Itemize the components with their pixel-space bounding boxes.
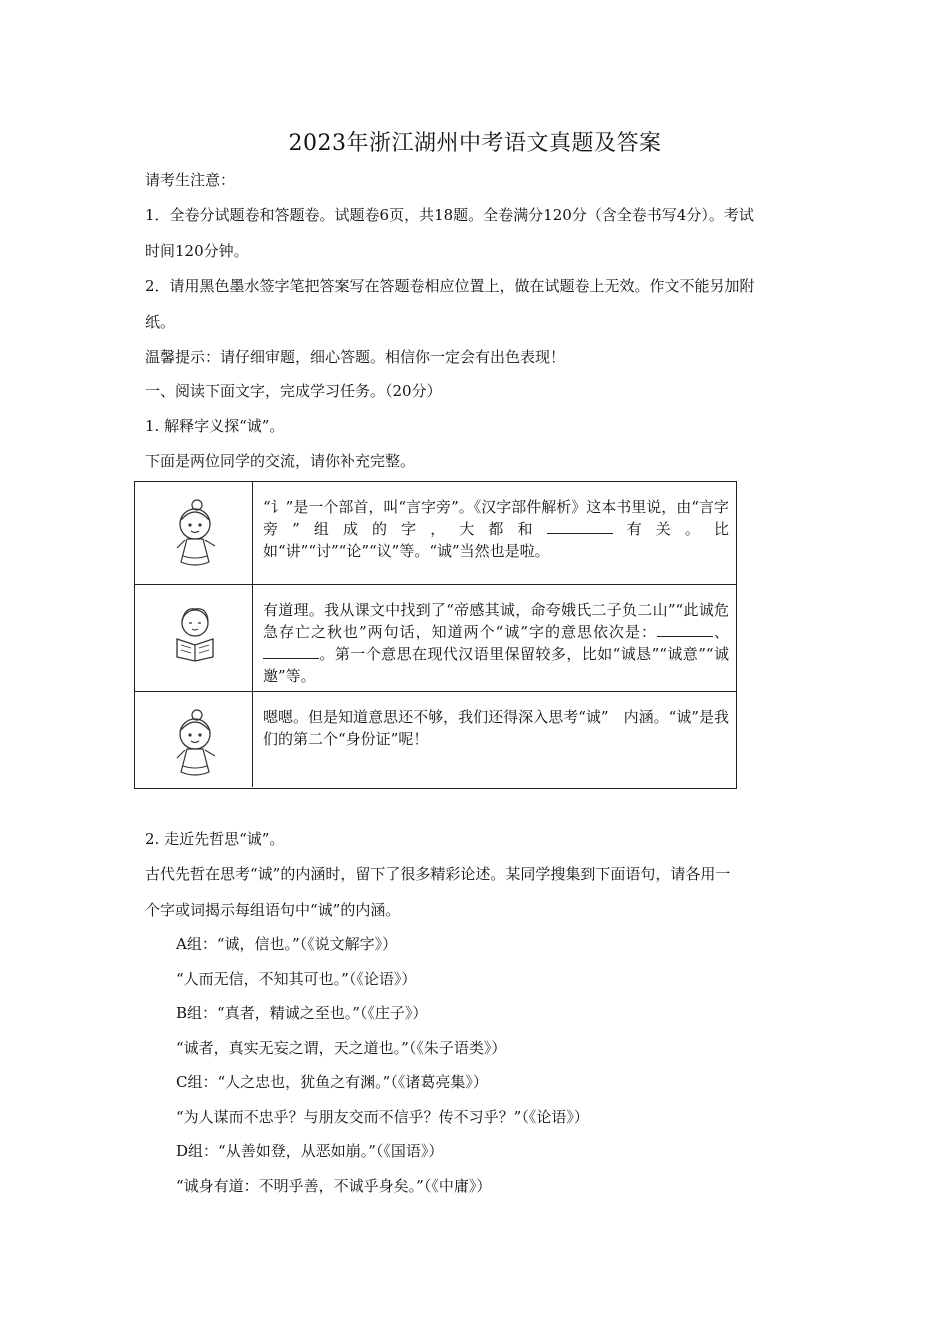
dialog-separator: 、: [712, 623, 729, 641]
notice-item-1-line-2: 时间120分钟。: [145, 242, 249, 260]
quote-group-c-1: C组：“人之忠也，犹鱼之有渊。”（《诸葛亮集》）: [176, 1073, 488, 1091]
answer-blank[interactable]: [547, 519, 613, 534]
dialog-text: [263, 706, 729, 750]
quote-group-a-2: “人而无信，不知其可也。”（《论语》）: [176, 970, 417, 988]
dialog-row: [135, 585, 736, 692]
quote-group-b-1: B组：“真者，精诚之至也。”（《庄子》）: [176, 1004, 428, 1022]
notice-heading: 请考生注意：: [145, 171, 236, 189]
quote-group-a-1: A组：“诚，信也。”（《说文解字》）: [176, 935, 398, 953]
avatar-cell: [135, 692, 253, 787]
boy-reading-icon: [163, 599, 227, 673]
quote-group-d-2: “诚身有道：不明乎善，不诚乎身矣。”（《中庸》）: [176, 1177, 492, 1195]
section-1-heading: 一、阅读下面文字，完成学习任务。（20分）: [145, 382, 442, 400]
question-1-title: 1. 解释字义探“诚”。: [145, 417, 285, 435]
notice-item-2-line-2: 纸。: [145, 313, 176, 331]
dialog-text-part-b: 有关。比如“讲”“讨”“论”“议”等。“诚”当然也是啦。: [263, 520, 729, 560]
girl-icon: [163, 706, 227, 780]
dialog-row: [135, 482, 736, 585]
question-1-intro: 下面是两位同学的交流，请你补充完整。: [145, 452, 416, 470]
dialog-text-part-a: “讠”是一个部首，叫“言字旁”。《汉字部件解析》这本书里说，由“言字旁”组成的字，大都和: [263, 498, 729, 538]
question-2-intro-line-1: 古代先哲在思考“诚”的内涵时，留下了很多精彩论述。某同学搜集到下面语句，请各用一: [145, 865, 731, 883]
question-2-intro-line-2: 个字或词揭示每组语句中“诚”的内涵。: [145, 901, 401, 919]
quote-group-c-2: “为人谋而不忠乎？与朋友交而不信乎？传不习乎？”（《论语》）: [176, 1108, 589, 1126]
notice-item-2-line-1: 2．请用黑色墨水签字笔把答案写在答题卷相应位置上，做在试题卷上无效。作文不能另加附: [145, 277, 755, 295]
answer-blank-1[interactable]: [657, 622, 713, 637]
notice-tip: 温馨提示：请仔细审题，细心答题。相信你一定会有出色表现！: [145, 348, 566, 366]
question-2-title: 2. 走近先哲思“诚”。: [145, 830, 285, 848]
avatar-cell: [135, 585, 253, 691]
girl-icon: [163, 496, 227, 570]
dialog-text-part-a: 嗯嗯。但是知道意思还不够，我们还得深入思考“诚” 内涵。“诚”是我们的第二个“身份证”呢！: [263, 708, 729, 748]
page-title: 2023年浙江湖州中考语文真题及答案: [288, 131, 662, 156]
dialog-row: [135, 692, 736, 787]
dialog-table: [134, 481, 737, 789]
avatar-cell: [135, 482, 253, 584]
quote-group-b-2: “诚者，真实无妄之谓，天之道也。”（《朱子语类》）: [176, 1039, 507, 1057]
dialog-text: [263, 599, 729, 687]
dialog-text-part-a: 有道理。我从课文中找到了“帝感其诚，命夸娥氏二子负二山”“此诚危急存亡之秋也”两句话，知道两个“诚”字的意思依次是：: [263, 601, 729, 641]
dialog-text: [263, 496, 729, 562]
quote-group-d-1: D组：“从善如登，从恶如崩。”（《国语》）: [176, 1142, 444, 1160]
answer-blank-2[interactable]: [263, 644, 319, 659]
dialog-text-part-b: 。第一个意思在现代汉语里保留较多，比如“诚恳”“诚意”“诚邀”等。: [263, 645, 729, 685]
notice-item-1-line-1: 1．全卷分试题卷和答题卷。试题卷6页，共18题。全卷满分120分（含全卷书写4分）。考试: [145, 206, 754, 224]
